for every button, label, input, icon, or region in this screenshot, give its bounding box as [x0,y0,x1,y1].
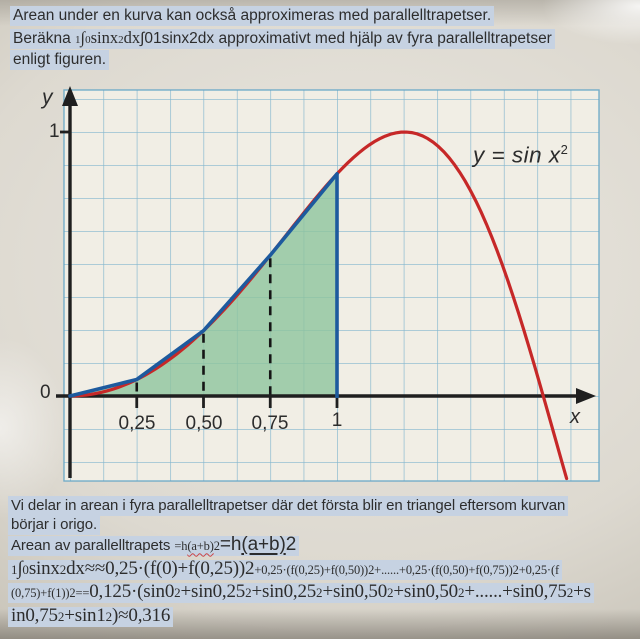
sine-squared-graph [30,84,626,494]
formula-run: +......+sin0,75 [464,581,567,603]
problem-statement [10,6,638,71]
formula-run: 2 [105,608,113,624]
formula-run: +sin0,50 [322,581,387,603]
solution-line-4 [8,558,640,580]
highlighted-text: enligt figuren. [10,50,109,70]
solution-line-5 [8,581,640,603]
problem-line-3 [10,50,638,70]
formula-run: 2 [118,34,124,47]
x-axis-label: x [570,406,580,428]
formula-run: approximativt med hjälp av fyra parallelltrapetser [214,30,552,48]
formula-run: 2 [213,539,220,554]
formula-run: +sin0,25 [251,581,317,603]
formula-run: 2 [59,561,67,577]
problem-line-2 [10,27,638,49]
problem-line-1 [10,6,638,26]
solution-line-3 [8,534,640,556]
y-tick-label-1: 1 [49,121,60,142]
formula-run: dx≈≈0,25·(f(0)+f(0,25))2 [66,557,255,579]
formula-run: ∫01sinx2dx [140,30,215,48]
y-axis-label: y [42,86,53,109]
curve-equation-label [473,142,568,169]
formula-run: +0,25·(f(0,25)+f(0,50))2+......+0,25·(f(0,50)+f(0,75))2+0,25·(f [254,562,559,577]
x-tick-label-075: 0,75 [251,413,289,434]
formula-run: 1 [75,34,81,47]
formula-run: 0 [85,34,91,47]
formula-run: 2 [387,585,394,601]
formula-run: +s [573,581,591,603]
formula-run: 2 [566,585,574,601]
formula-run: 2 [245,585,252,601]
formula-run: (a+b) [241,534,286,556]
highlighted-formula [10,29,555,49]
formula-run: 0 [22,561,29,577]
highlighted-text: börjar i origo. [8,515,100,535]
formula-run: ∫ [17,557,23,579]
formula-run: ∫ [80,28,86,48]
solution-line-1 [8,497,640,515]
highlighted-text: Arean under en kurva kan också approximeras med parallelltrapetser. [10,6,494,26]
formula-run: +sin0,25 [180,581,246,603]
formula-run: =h [219,534,242,556]
formula-run: 2 [457,585,465,601]
formula-run: +sin0,50 [393,581,458,603]
formula-run: sinx [28,557,60,579]
highlighted-formula [8,557,562,580]
highlighted-text: Vi delar in arean i fyra parallelltrapetser där det första blir en triangel eftersom kurvan [8,496,568,516]
formula-run: dx [123,28,141,48]
formula-run: 2 [57,608,65,624]
formula-run: )≈0,316 [112,604,171,626]
formula-run: Arean av parallelltrapets [11,537,175,555]
formula-run: (a+b) [187,539,214,554]
curve-label-base: y = sin x [473,142,561,168]
solution-line-2 [8,516,640,534]
formula-run: +sin1 [64,604,106,626]
origin-label: 0 [40,382,51,403]
formula-run: 1 [11,561,18,577]
x-tick-label-1: 1 [331,410,343,431]
formula-run: (0,75)+f(1))2== [11,586,90,601]
curve-label-exponent: 2 [560,142,569,157]
formula-run: =h [174,539,188,554]
highlighted-formula [8,583,594,603]
formula-run: 2 [316,585,323,601]
formula-run: 2 [174,585,181,601]
formula-run: sinx [90,28,119,48]
highlighted-formula [8,604,173,627]
formula-run: in0,75 [11,604,58,626]
x-tick-label-025: 0,25 [118,413,156,434]
solution-text [8,497,640,628]
formula-run: 0,125·(sin0 [89,581,175,603]
highlighted-formula [8,536,299,556]
solution-line-6 [8,605,640,627]
formula-run: Beräkna [13,30,76,48]
formula-run: 2 [285,534,297,556]
x-tick-label-050: 0,50 [185,413,223,434]
